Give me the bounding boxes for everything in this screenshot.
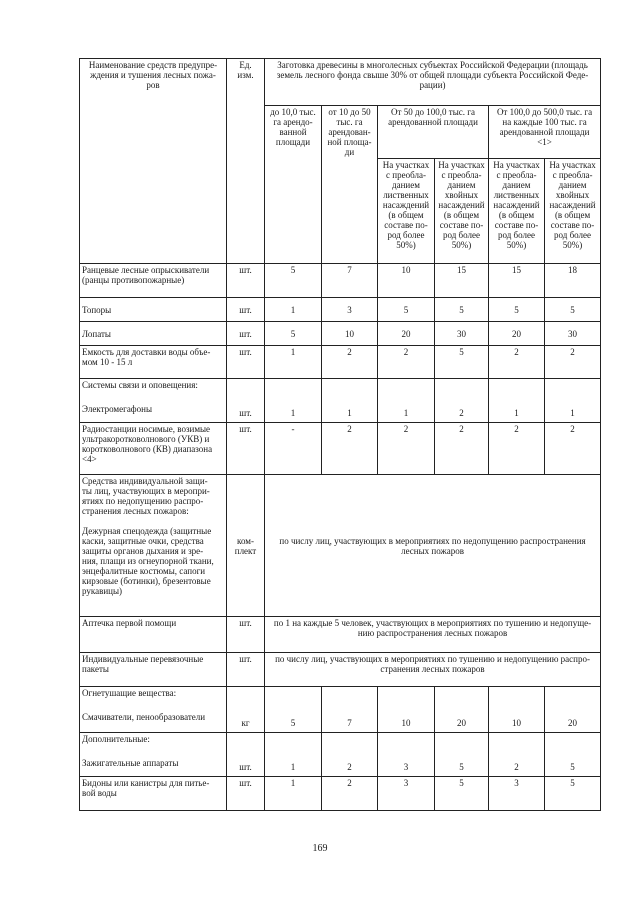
header-col1: до 10,0 тыс. га арендо- ванной площади xyxy=(270,107,316,147)
row-value: 1 xyxy=(265,346,322,379)
row-value: 3 xyxy=(378,777,435,811)
row-value: 2 xyxy=(322,423,378,475)
row-value: 5 xyxy=(435,298,489,322)
row-value: 1 xyxy=(265,379,322,423)
section-label: Средства индивидуальной защи- ты лиц, участвующих в меропри- ятиях по недопущению распро- странения лесных пожаров: xyxy=(82,476,210,516)
row-value: 1 xyxy=(378,379,435,423)
row-value: 20 xyxy=(489,322,545,346)
header-col3-cell xyxy=(378,106,489,159)
row-name-cell xyxy=(80,475,227,617)
table-row xyxy=(80,322,601,346)
row-value: 10 xyxy=(378,264,435,298)
row-name-cell xyxy=(80,687,227,733)
row-value: 1 xyxy=(265,733,322,777)
row-value: 5 xyxy=(489,298,545,322)
row-value: 2 xyxy=(489,346,545,379)
row-value: 2 xyxy=(435,423,489,475)
table-row xyxy=(80,264,601,298)
row-value: 2 xyxy=(322,346,378,379)
subheader-3-cell xyxy=(489,159,545,264)
row-value: 3 xyxy=(378,733,435,777)
row-value: 10 xyxy=(322,322,378,346)
row-value: 5 xyxy=(545,777,601,811)
row-name: Аптечка первой помощи xyxy=(80,617,227,653)
table-row xyxy=(80,298,601,322)
table-row xyxy=(80,379,601,423)
row-value: 5 xyxy=(435,733,489,777)
row-value: 2 xyxy=(322,733,378,777)
page-number: 169 xyxy=(312,843,328,854)
row-value: 7 xyxy=(322,687,378,733)
subheader-2-cell xyxy=(435,159,489,264)
table-row xyxy=(80,617,601,653)
section-label: Огнетушащие вещества: xyxy=(82,688,177,698)
row-name: Индивидуальные перевязочные пакеты xyxy=(80,653,227,687)
row-value: 15 xyxy=(489,264,545,298)
row-value: 1 xyxy=(265,298,322,322)
row-name: Емкость для доставки воды объе- мом 10 - 15 л xyxy=(80,346,227,379)
row-value: 2 xyxy=(489,733,545,777)
table-row xyxy=(80,475,601,617)
row-value: - xyxy=(265,423,322,475)
row-unit: ком- плект xyxy=(227,475,265,617)
table-row xyxy=(80,653,601,687)
section-label: Дополнительные: xyxy=(82,734,150,744)
row-unit: кг xyxy=(227,687,265,733)
subheader-2: На участках с преобла- данием хвойных насаждений (в общем составе по- род более 50%) xyxy=(438,160,485,250)
section-label: Системы связи и оповещения: xyxy=(82,380,198,390)
subheader-1-cell xyxy=(378,159,435,264)
row-value: 5 xyxy=(545,298,601,322)
row-value: 5 xyxy=(545,733,601,777)
subheader-4: На участках с преобла- данием хвойных насаждений (в общем составе по- род более 50%) xyxy=(549,160,596,250)
row-unit: шт. xyxy=(227,653,265,687)
row-unit: шт. xyxy=(227,264,265,298)
row-value: 2 xyxy=(435,379,489,423)
row-value: 5 xyxy=(378,298,435,322)
row-name-cell xyxy=(80,733,227,777)
row-name: Смачиватели, пенообразователи xyxy=(82,712,206,722)
subheader-4-cell xyxy=(545,159,601,264)
row-unit: шт. xyxy=(227,298,265,322)
row-value: 5 xyxy=(265,264,322,298)
row-value: 20 xyxy=(545,687,601,733)
row-unit: шт. xyxy=(227,322,265,346)
row-value: 7 xyxy=(322,264,378,298)
row-name: Электромегафоны xyxy=(82,404,153,414)
subheader-1: На участках с преобла- данием лиственных насаждений (в общем составе по- род более 50%) xyxy=(382,160,430,250)
row-value: 30 xyxy=(545,322,601,346)
header-group-cell xyxy=(265,59,601,106)
row-value: 1 xyxy=(265,777,322,811)
row-unit: шт. xyxy=(227,346,265,379)
row-merged-value: по 1 на каждые 5 человек, участвующих в мероприятиях по тушению и недопуще- нию распространения лесных пожаров xyxy=(265,617,601,653)
row-value: 1 xyxy=(489,379,545,423)
row-value: 10 xyxy=(378,687,435,733)
header-col1-cell xyxy=(265,106,322,264)
row-unit: шт. xyxy=(227,617,265,653)
row-value: 20 xyxy=(378,322,435,346)
header-group: Заготовка древесины в многолесных субъектах Российской Федерации (площадь земель лесного фонда свыше 30% от общей площади субъекта Российской Феде- рации) xyxy=(276,60,589,90)
row-merged-value: по числу лиц, участвующих в мероприятиях по тушению и недопущению распро- странения лесных пожаров xyxy=(265,653,601,687)
table-row xyxy=(80,423,601,475)
row-value: 30 xyxy=(435,322,489,346)
row-unit: шт. xyxy=(227,777,265,811)
row-name: Топоры xyxy=(80,298,227,322)
row-value: 1 xyxy=(322,379,378,423)
header-name: Наименование средств предупре- ждения и тушения лесных пожа- ров xyxy=(88,60,218,90)
row-name: Лопаты xyxy=(80,322,227,346)
row-merged-value: по числу лиц, участвующих в мероприятиях по недопущению распространения лесных пожаров xyxy=(265,475,601,617)
row-name: Дежурная спецодежда (защитные каски, защитные очки, средства защиты органов дыхания и зре- ния, плащи из огнеупорной ткани, энцефалитные костюмы, сапоги кирзовые (ботинки), брезентовые рукавицы) xyxy=(82,526,214,596)
row-value: 2 xyxy=(545,423,601,475)
row-unit: шт. xyxy=(227,379,265,423)
row-unit: шт. xyxy=(227,423,265,475)
equipment-norms-table xyxy=(79,58,601,811)
row-unit: шт. xyxy=(227,733,265,777)
row-value: 5 xyxy=(435,777,489,811)
table-row xyxy=(80,733,601,777)
row-value: 20 xyxy=(435,687,489,733)
table-row xyxy=(80,687,601,733)
row-value: 2 xyxy=(378,423,435,475)
header-unit: Ед. изм. xyxy=(237,60,254,80)
row-name-cell xyxy=(80,379,227,423)
row-value: 2 xyxy=(545,346,601,379)
row-value: 10 xyxy=(489,687,545,733)
row-name: Зажигательные аппараты xyxy=(82,758,179,768)
row-name: Радиостанции носимые, возимые ультракоротковолнового (УКВ) и коротковолнового (КВ) диапазона <4> xyxy=(80,423,227,475)
header-col2: от 10 до 50 тыс. га арендован- ной площа- ди xyxy=(327,107,372,157)
row-name: Ранцевые лесные опрыскиватели (ранцы противопожарные) xyxy=(80,264,227,298)
table-row xyxy=(80,777,601,811)
subheader-3: На участках с преобла- данием лиственных насаждений (в общем составе по- род более 50%) xyxy=(493,160,540,250)
table-row xyxy=(80,346,601,379)
row-value: 2 xyxy=(378,346,435,379)
row-value: 5 xyxy=(435,346,489,379)
row-value: 2 xyxy=(322,777,378,811)
row-value: 15 xyxy=(435,264,489,298)
header-col4-cell xyxy=(489,106,601,159)
header-col2-cell xyxy=(322,106,378,264)
row-value: 1 xyxy=(545,379,601,423)
row-value: 5 xyxy=(265,687,322,733)
header-name-cell xyxy=(80,59,227,264)
header-col3: От 50 до 100,0 тыс. га арендованной площади xyxy=(388,107,478,127)
row-value: 3 xyxy=(322,298,378,322)
row-value: 3 xyxy=(489,777,545,811)
row-value: 2 xyxy=(489,423,545,475)
row-name: Бидоны или канистры для питье- вой воды xyxy=(80,777,227,811)
header-col4: От 100,0 до 500,0 тыс. га на каждые 100 тыс. га арендованной площади <1> xyxy=(496,107,593,147)
header-unit-cell xyxy=(227,59,265,264)
row-value: 18 xyxy=(545,264,601,298)
row-value: 5 xyxy=(265,322,322,346)
